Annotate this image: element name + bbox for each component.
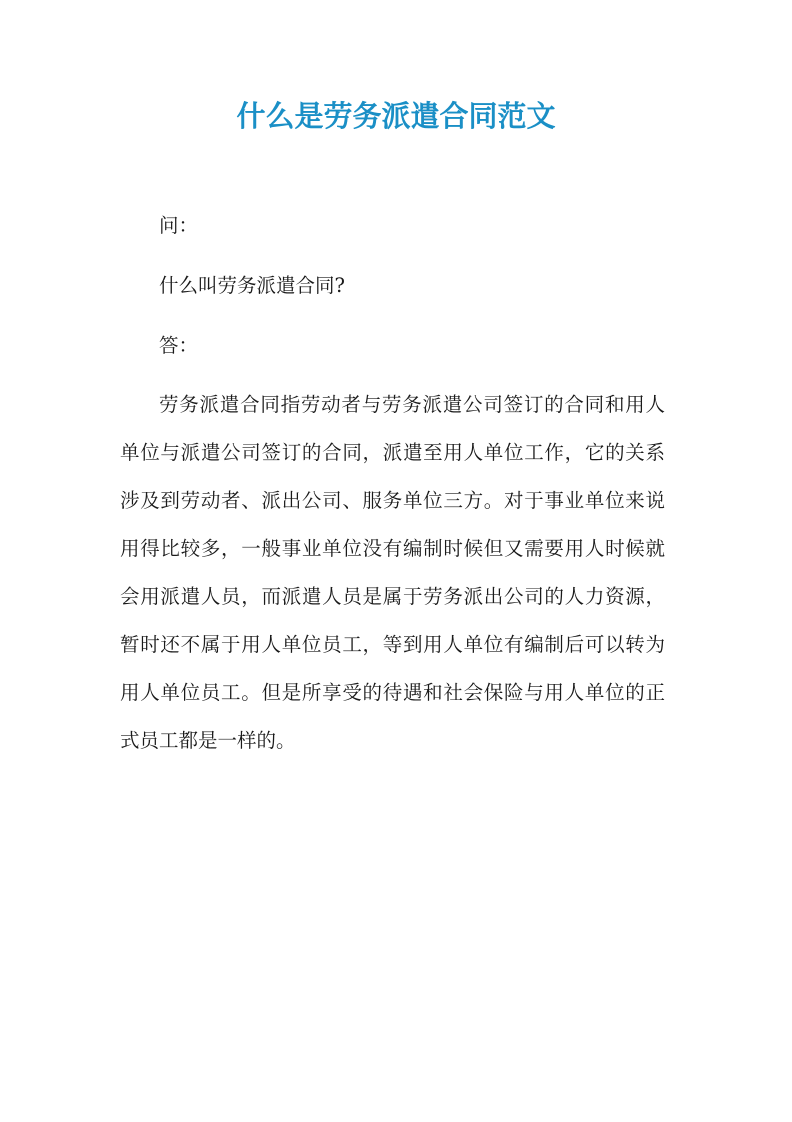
answer-text: 劳务派遣合同指劳动者与劳务派遣公司签订的合同和用人单位与派遣公司签订的合同，派遣至用人单位工作，它的关系涉及到劳动者、派出公司、服务单位三方。对于事业单位来说用得比较多，一般事业单位没有编制时候但又需要用人时候就会用派遣人员，而派遣人员是属于劳务派出公司的人力资源，暂时还不属于用人单位员工，等到用人单位有编制后可以转为用人单位员工。但是所享受的待遇和社会保险与用人单位的正式员工都是一样的。 bbox=[120, 393, 665, 752]
question-text: 什么叫劳务派遣合同? bbox=[159, 274, 345, 297]
document-body bbox=[120, 207, 665, 788]
document-title: 什么是劳务派遣合同范文 bbox=[236, 99, 556, 133]
answer-label: 答： bbox=[159, 334, 199, 357]
question-label: 问： bbox=[159, 214, 199, 237]
